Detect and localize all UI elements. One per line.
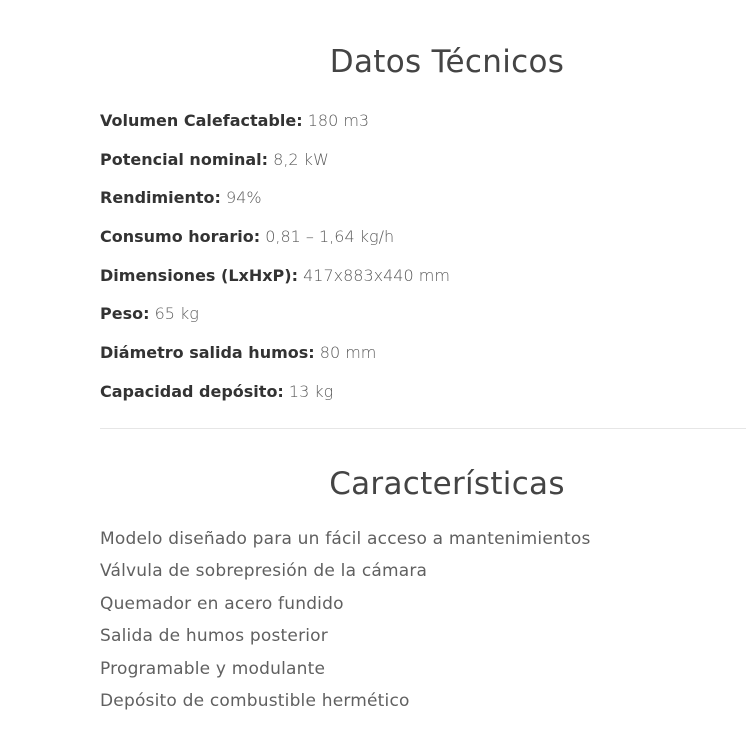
spec-value: 80 mm [319, 343, 377, 363]
spec-label: Diámetro salida humos: [100, 343, 315, 363]
spec-value: 8,2 kW [273, 149, 329, 169]
spec-label: Peso: [100, 304, 150, 324]
spec-row-dimensiones [100, 257, 450, 296]
spec-row-diametro [100, 334, 450, 373]
feature-item: Válvula de sobrepresión de la cámara [100, 561, 428, 582]
datos-tecnicos-heading: Datos Técnicos [329, 44, 565, 80]
feature-item: Programable y modulante [100, 658, 326, 679]
features-list [100, 523, 591, 717]
feature-item: Modelo diseñado para un fácil acceso a mantenimientos [100, 529, 591, 549]
spec-row-capacidad [100, 373, 450, 412]
technical-specs-list [100, 102, 450, 412]
spec-label: Dimensiones (LxHxP): [100, 265, 298, 285]
spec-row-potencial [100, 141, 450, 180]
spec-value: 13 kg [288, 381, 334, 401]
spec-label: Volumen Calefactable: [100, 111, 303, 130]
spec-value: 65 kg [154, 304, 199, 324]
caracteristicas-heading: Características [329, 466, 565, 502]
spec-label: Rendimiento: [100, 188, 221, 208]
spec-row-consumo [100, 218, 450, 257]
spec-row-volumen [100, 102, 450, 141]
section-divider [100, 428, 746, 429]
spec-value: 0,81 – 1,64 kg/h [265, 227, 395, 247]
spec-label: Potencial nominal: [100, 149, 269, 169]
spec-label: Capacidad depósito: [100, 381, 284, 401]
spec-row-rendimiento [100, 179, 450, 218]
spec-value: 417x883x440 mm [303, 265, 450, 285]
spec-value: 94% [226, 188, 262, 208]
spec-value: 180 m3 [307, 111, 370, 130]
spec-label: Consumo horario: [100, 227, 261, 247]
feature-item: Salida de humos posterior [100, 626, 328, 647]
spec-row-peso [100, 295, 450, 334]
feature-item: Depósito de combustible hermético [100, 690, 410, 711]
feature-item: Quemador en acero fundido [100, 593, 344, 614]
